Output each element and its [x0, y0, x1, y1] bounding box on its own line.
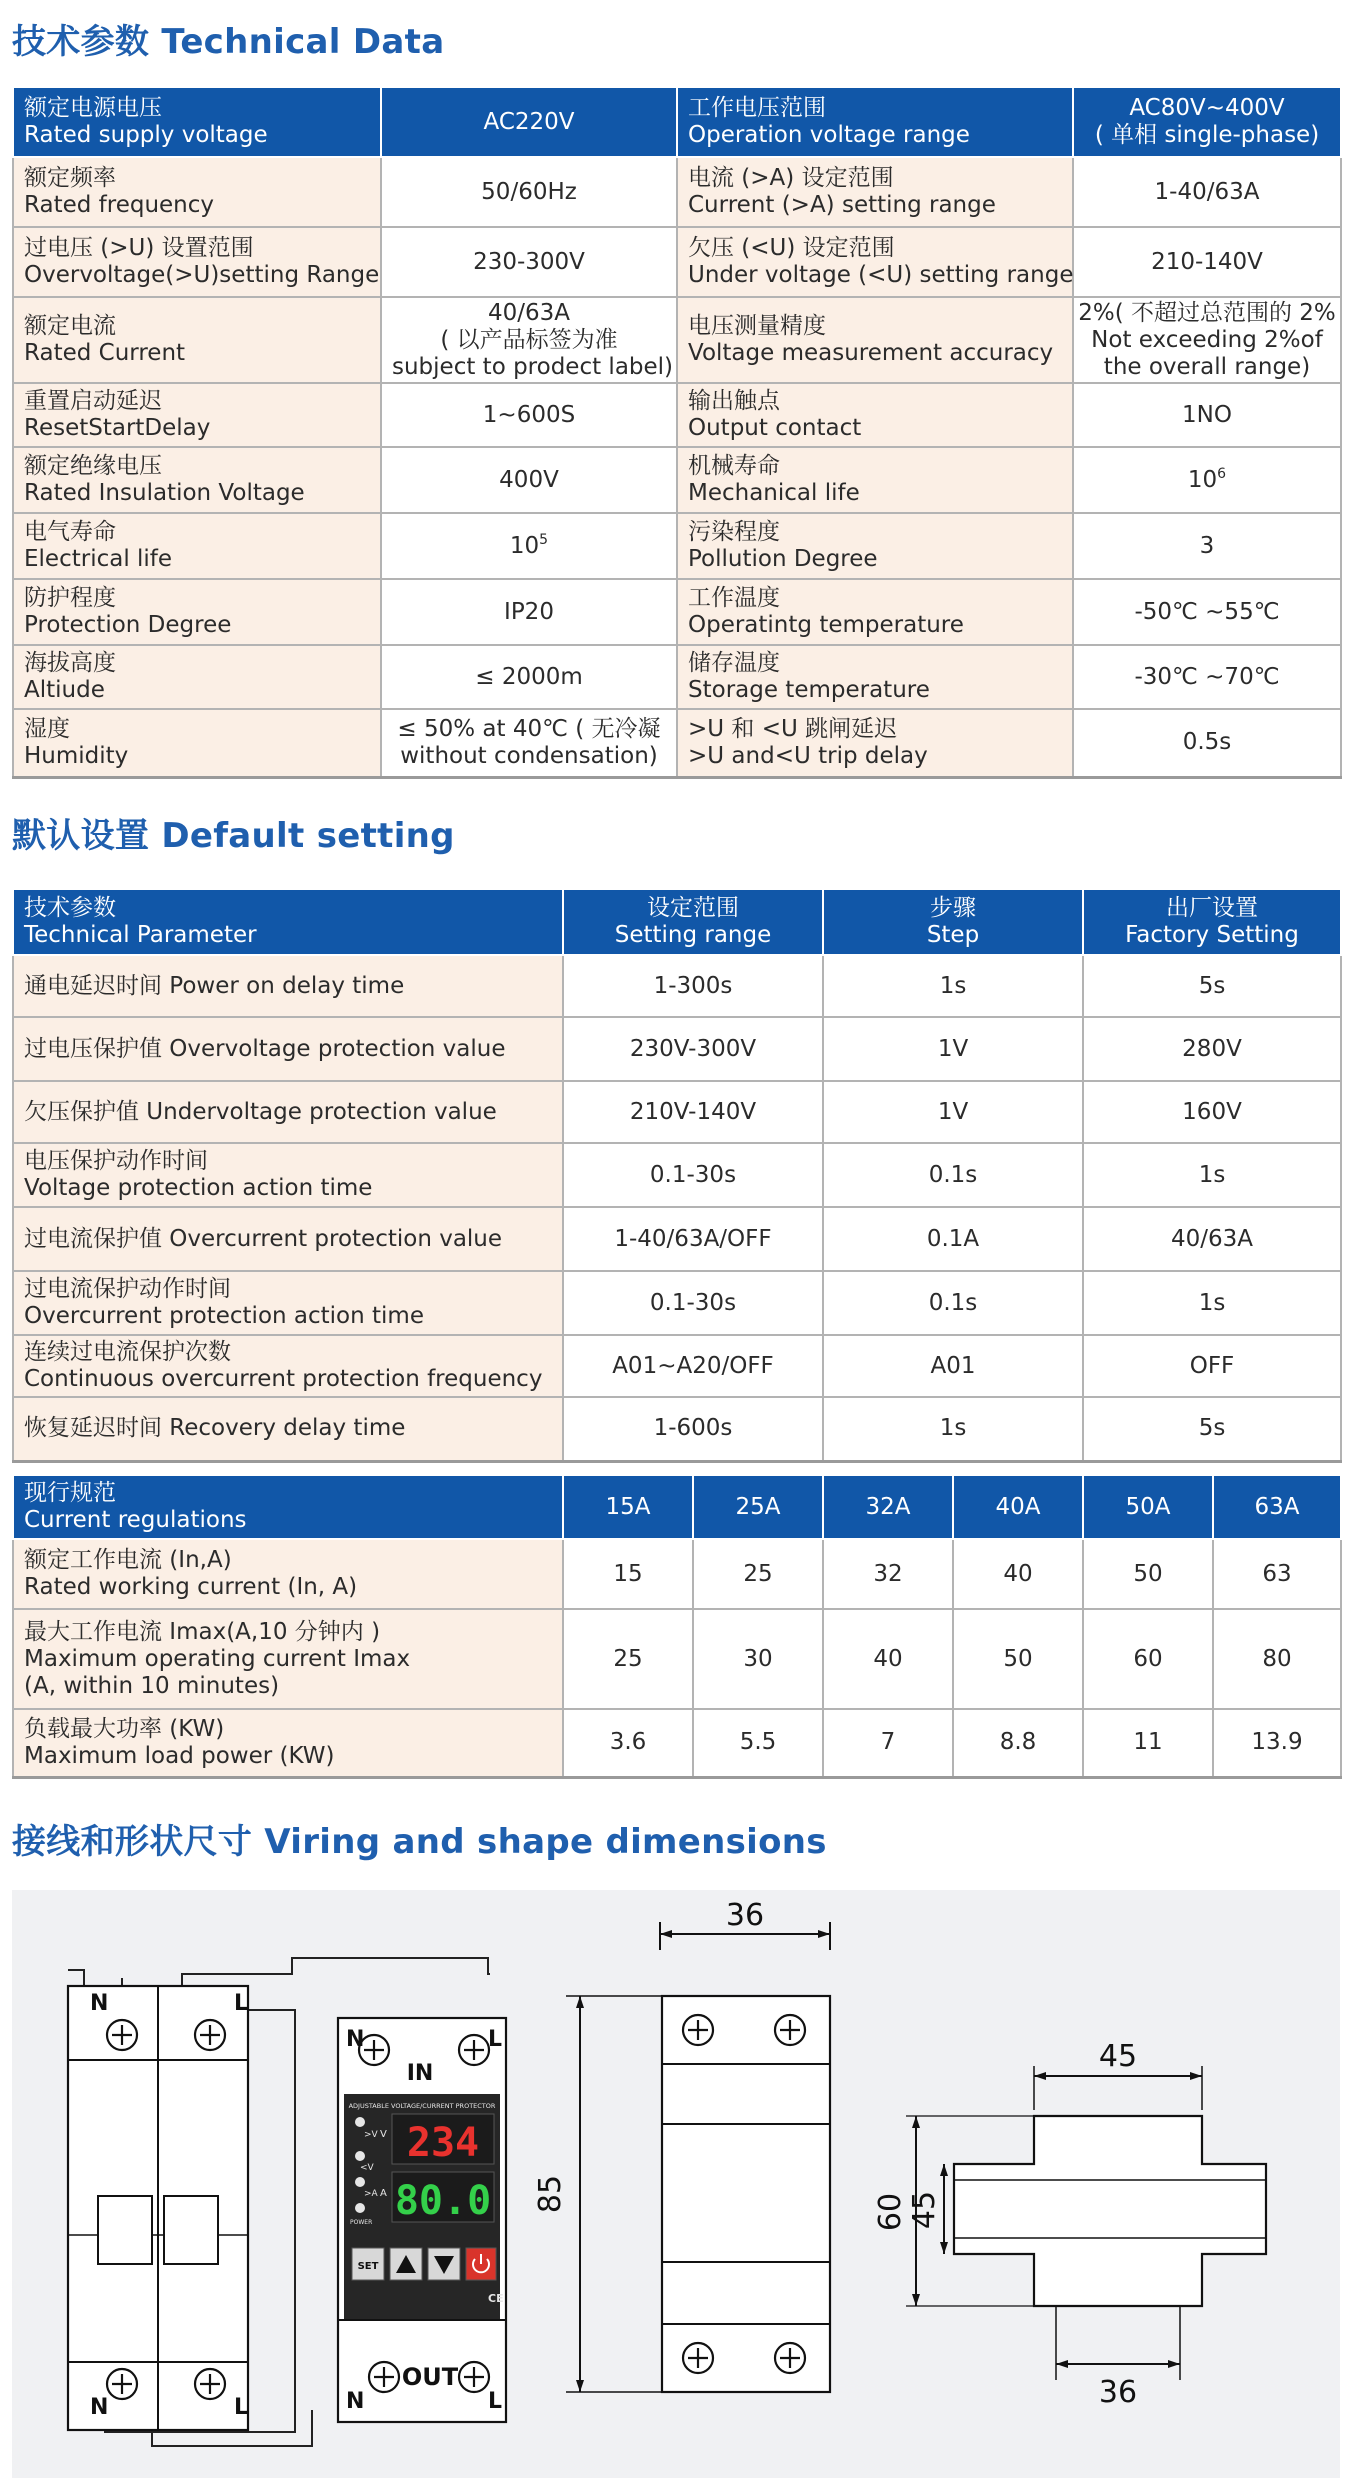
- header-label-cn: 步骤: [930, 895, 976, 921]
- value-line: without condensation): [400, 742, 658, 769]
- power-exponent: 6: [1217, 465, 1227, 482]
- table-row: [13, 1609, 1341, 1709]
- terminal-screw-icon: [775, 2015, 805, 2045]
- circuit-breaker: [68, 1986, 248, 2430]
- param-label-cn: 防护程度: [24, 585, 116, 611]
- header-label-cn: 额定电源电压: [24, 95, 162, 121]
- rating-header-cell: 63A: [1213, 1475, 1341, 1539]
- param-label-en: Maximum load power (KW): [24, 1742, 335, 1769]
- rating-value-cell: 3.6: [563, 1709, 693, 1777]
- param-label-cn: 连续过电流保护次数: [24, 1339, 231, 1365]
- rating-value-cell: 25: [693, 1539, 823, 1609]
- header-label-en: Technical Parameter: [24, 922, 257, 948]
- table-row: [13, 227, 1341, 297]
- terminal-screw-icon: [683, 2015, 713, 2045]
- param-label-cell: 过电流保护值 Overcurrent protection value: [13, 1207, 563, 1271]
- protector-device: [338, 2018, 506, 2422]
- table-row: [13, 383, 1341, 447]
- section-title-technical: 技术参数 Technical Data: [12, 22, 445, 62]
- param-label-cell: [13, 579, 381, 645]
- header-label-en: Step: [926, 922, 980, 948]
- factory-setting-cell: 1s: [1083, 1143, 1341, 1207]
- table-row: [13, 1271, 1341, 1335]
- rating-value-cell: 40: [823, 1609, 953, 1709]
- param-value-cell: ≤ 2000m: [381, 645, 677, 709]
- rating-value-cell: 7: [823, 1709, 953, 1777]
- breaker-n-bottom-label: N: [90, 2395, 109, 2420]
- param-value-cell: 400V: [381, 447, 677, 513]
- side-top-dimension: 45: [1098, 2039, 1138, 2074]
- side-base-dimension: 36: [1098, 2375, 1138, 2410]
- param-label-en: Overvoltage(>U)setting Range: [24, 262, 380, 288]
- param-label-en: Storage temperature: [688, 677, 930, 703]
- param-label-cn: >U 和 <U 跳闸延迟: [688, 715, 898, 742]
- param-label-en: Overcurrent protection action time: [24, 1303, 424, 1329]
- setting-range-cell: 1-300s: [563, 955, 823, 1017]
- factory-setting-cell: 160V: [1083, 1081, 1341, 1143]
- rating-value-cell: 5.5: [693, 1709, 823, 1777]
- factory-setting-cell: 5s: [1083, 955, 1341, 1017]
- param-label-cn: 湿度: [24, 715, 70, 742]
- header-label-cn: 技术参数: [24, 895, 116, 921]
- param-label-en: Under voltage (<U) setting range: [688, 262, 1074, 288]
- param-label-cell: [13, 1271, 563, 1335]
- rating-value-cell: 63: [1213, 1539, 1341, 1609]
- param-label-cell: [677, 383, 1073, 447]
- protector-n-top-label: N: [346, 2027, 365, 2052]
- param-label-cell: [677, 709, 1073, 777]
- param-label-en: Voltage measurement accuracy: [688, 340, 1054, 366]
- table-row: [13, 955, 1341, 1017]
- value-line: Not exceeding 2%of: [1091, 326, 1323, 353]
- value-line: subject to prodect label): [392, 353, 674, 380]
- step-cell: 0.1s: [823, 1271, 1083, 1335]
- table-row: [13, 1081, 1341, 1143]
- param-value-cell: 230-300V: [381, 227, 677, 297]
- header-label-cn: 工作电压范围: [688, 95, 826, 121]
- rating-value-cell: 15: [563, 1539, 693, 1609]
- param-label-cn: 输出触点: [688, 388, 780, 414]
- ov-indicator-label: >V: [364, 2130, 378, 2140]
- param-label-cell: [13, 1335, 563, 1397]
- param-label-cn: 负载最大功率 (KW): [24, 1715, 225, 1742]
- param-label-cn: 电流 (>A) 设定范围: [688, 165, 894, 191]
- param-label-en: Electrical life: [24, 546, 173, 572]
- param-value-cell: 1NO: [1073, 383, 1341, 447]
- step-cell: 0.1A: [823, 1207, 1083, 1271]
- setting-range-cell: 210V-140V: [563, 1081, 823, 1143]
- technical-data-table: [12, 86, 1342, 779]
- section-title-wiring: 接线和形状尺寸 Viring and shape dimensions: [12, 1822, 827, 1862]
- protector-l-top-label: L: [488, 2027, 503, 2052]
- param-label-cell: [677, 297, 1073, 383]
- section-title-default: 默认设置 Default setting: [12, 816, 455, 856]
- table-row: [13, 297, 1341, 383]
- table-row: [13, 1143, 1341, 1207]
- param-value-cell: -30℃ ~70℃: [1073, 645, 1341, 709]
- table-row: [13, 709, 1341, 777]
- param-value-cell: [1073, 447, 1341, 513]
- side-inner-height-dimension: 45: [907, 2190, 942, 2230]
- setting-range-cell: A01~A20/OFF: [563, 1335, 823, 1397]
- step-cell: A01: [823, 1335, 1083, 1397]
- factory-setting-cell: OFF: [1083, 1335, 1341, 1397]
- param-label-cn: 污染程度: [688, 519, 780, 545]
- setting-range-cell: 1-600s: [563, 1397, 823, 1461]
- param-label-cell: [677, 579, 1073, 645]
- side-outer-height-dimension: 60: [873, 2192, 908, 2232]
- param-label-cell: [13, 1709, 563, 1777]
- param-label-cell: [677, 513, 1073, 579]
- param-label-cn: 电压测量精度: [688, 313, 826, 339]
- param-label-cell: 欠压保护值 Undervoltage protection value: [13, 1081, 563, 1143]
- oc-indicator-led-icon: [355, 2177, 365, 2187]
- set-button-label: SET: [357, 2261, 379, 2272]
- param-label-en: Continuous overcurrent protection frequency: [24, 1366, 543, 1392]
- step-cell: 1s: [823, 955, 1083, 1017]
- oc-indicator-label: >A: [364, 2189, 378, 2199]
- rating-header-cell: 15A: [563, 1475, 693, 1539]
- front-width-dimension: 36: [725, 1898, 765, 1933]
- step-cell: 1s: [823, 1397, 1083, 1461]
- terminal-screw-icon: [459, 2362, 489, 2392]
- rating-value-cell: 80: [1213, 1609, 1341, 1709]
- param-label-en: Operatintg temperature: [688, 612, 964, 638]
- param-value-cell: [381, 709, 677, 777]
- factory-setting-cell: 40/63A: [1083, 1207, 1341, 1271]
- current-unit-label: A: [380, 2188, 387, 2199]
- param-label-en: Protection Degree: [24, 612, 232, 638]
- param-value-cell: -50℃ ~55℃: [1073, 579, 1341, 645]
- param-label-cn: 额定工作电流 (In,A): [24, 1547, 232, 1573]
- param-label-cell: [13, 1539, 563, 1609]
- param-label-en: Rated Insulation Voltage: [24, 480, 305, 506]
- table-header-row: [13, 87, 1341, 157]
- rating-value-cell: 25: [563, 1609, 693, 1709]
- param-value-cell: [381, 513, 677, 579]
- param-label-cn: 欠压 (<U) 设定范围: [688, 235, 895, 261]
- param-label-cell: [677, 227, 1073, 297]
- table-row: [13, 645, 1341, 709]
- param-label-cn: 过电流保护动作时间: [24, 1276, 231, 1302]
- param-label-en: Humidity: [24, 742, 129, 769]
- param-label-cn: 海拔高度: [24, 650, 116, 676]
- header-cell: [563, 889, 823, 955]
- uv-indicator-led-icon: [355, 2151, 365, 2161]
- header-value-line: AC80V~400V: [1129, 95, 1285, 121]
- param-label-cell: [13, 227, 381, 297]
- terminal-screw-icon: [107, 2020, 137, 2050]
- param-value-cell: 50/60Hz: [381, 157, 677, 227]
- factory-setting-cell: 5s: [1083, 1397, 1341, 1461]
- protector-product-name: ADJUSTABLE VOLTAGE/CURRENT PROTECTOR: [348, 2102, 496, 2110]
- param-label-cell: 过电压保护值 Overvoltage protection value: [13, 1017, 563, 1081]
- rating-header-cell: 50A: [1083, 1475, 1213, 1539]
- header-label-en: Rated supply voltage: [24, 122, 268, 148]
- rating-value-cell: 32: [823, 1539, 953, 1609]
- header-cell: [677, 87, 1073, 157]
- header-label-en: Current regulations: [24, 1507, 247, 1533]
- param-label-cn: 最大工作电流 Imax(A,10 分钟内 ): [24, 1618, 381, 1645]
- breaker-l-top-label: L: [234, 1991, 249, 2016]
- header-cell: [13, 1475, 563, 1539]
- current-regulations-table: [12, 1474, 1342, 1779]
- param-value-cell: IP20: [381, 579, 677, 645]
- param-label-cell: [13, 645, 381, 709]
- param-label-en: Pollution Degree: [688, 546, 878, 572]
- header-label-cn: 出厂设置: [1166, 895, 1258, 921]
- param-label-en: Altiude: [24, 677, 105, 703]
- power-button[interactable]: [466, 2248, 496, 2280]
- param-label-cn: 电气寿命: [24, 519, 116, 545]
- header-cell: [1083, 889, 1341, 955]
- setting-range-cell: 0.1-30s: [563, 1143, 823, 1207]
- protector-n-bottom-label: N: [346, 2389, 365, 2414]
- param-label-en: (A, within 10 minutes): [24, 1672, 280, 1699]
- param-label-en: ResetStartDelay: [24, 415, 211, 441]
- param-value-cell: 210-140V: [1073, 227, 1341, 297]
- header-cell: [13, 889, 563, 955]
- protector-l-bottom-label: L: [488, 2389, 503, 2414]
- table-row: [13, 447, 1341, 513]
- param-label-cell: [13, 157, 381, 227]
- power-exponent: 5: [539, 531, 549, 548]
- rating-value-cell: 60: [1083, 1609, 1213, 1709]
- param-label-en: Rated working current (In, A): [24, 1574, 358, 1600]
- header-label-cn: 设定范围: [647, 895, 739, 921]
- param-label-cell: [13, 1609, 563, 1709]
- rating-header-cell: 25A: [693, 1475, 823, 1539]
- step-cell: 1V: [823, 1081, 1083, 1143]
- header-cell: [823, 889, 1083, 955]
- param-label-cn: 机械寿命: [688, 453, 780, 479]
- table-row: [13, 1335, 1341, 1397]
- up-button[interactable]: [390, 2248, 422, 2280]
- param-label-cell: [13, 447, 381, 513]
- front-dimension-view: [533, 1898, 830, 2392]
- header-cell: [1073, 87, 1341, 157]
- param-label-en: Current (>A) setting range: [688, 192, 996, 218]
- power-base: 10: [1187, 466, 1218, 493]
- param-label-en: Mechanical life: [688, 480, 860, 506]
- breaker-n-top-label: N: [90, 1991, 109, 2016]
- default-setting-table: [12, 888, 1342, 1463]
- param-value-cell: 1~600S: [381, 383, 677, 447]
- param-label-en: Voltage protection action time: [24, 1175, 373, 1201]
- param-label-cn: 额定频率: [24, 165, 116, 191]
- param-label-en: Output contact: [688, 415, 862, 441]
- param-label-cell: [13, 513, 381, 579]
- table-row: [13, 1207, 1341, 1271]
- table-row: [13, 157, 1341, 227]
- protector-in-label: IN: [406, 2061, 434, 2086]
- param-label-cell: [677, 447, 1073, 513]
- value-line: ≤ 50% at 40℃ ( 无冷凝: [397, 715, 661, 742]
- value-line: the overall range): [1103, 353, 1311, 380]
- rating-value-cell: 30: [693, 1609, 823, 1709]
- param-value-cell: [381, 297, 677, 383]
- value-line: ( 以产品标签为准: [440, 326, 618, 353]
- param-label-cn: 额定电流: [24, 313, 116, 339]
- table-row: [13, 579, 1341, 645]
- param-label-cn: 电压保护动作时间: [24, 1148, 208, 1174]
- rating-value-cell: 40: [953, 1539, 1083, 1609]
- header-label-en: Factory Setting: [1125, 922, 1299, 948]
- rating-value-cell: 13.9: [1213, 1709, 1341, 1777]
- param-value-cell: 0.5s: [1073, 709, 1341, 777]
- param-label-cell: [13, 1143, 563, 1207]
- param-label-cn: 重置启动延迟: [24, 388, 162, 414]
- wiring-diagram-panel: [12, 1890, 1340, 2478]
- param-label-cell: [13, 709, 381, 777]
- set-button[interactable]: [352, 2248, 384, 2280]
- step-cell: 1V: [823, 1017, 1083, 1081]
- param-value-cell: 3: [1073, 513, 1341, 579]
- param-label-cell: [677, 157, 1073, 227]
- value-line: 40/63A: [487, 299, 571, 326]
- factory-setting-cell: 1s: [1083, 1271, 1341, 1335]
- rating-value-cell: 8.8: [953, 1709, 1083, 1777]
- param-label-cn: 额定绝缘电压: [24, 453, 162, 479]
- terminal-screw-icon: [775, 2343, 805, 2373]
- header-cell: AC220V: [381, 87, 677, 157]
- setting-range-cell: 1-40/63A/OFF: [563, 1207, 823, 1271]
- param-label-en: Rated frequency: [24, 192, 215, 218]
- param-value-cell: [1073, 297, 1341, 383]
- param-value-cell: 1-40/63A: [1073, 157, 1341, 227]
- rating-header-cell: 40A: [953, 1475, 1083, 1539]
- table-row: [13, 1397, 1341, 1461]
- header-label-en: Operation voltage range: [688, 122, 970, 148]
- param-label-en: Rated Current: [24, 340, 186, 366]
- param-label-cell: 通电延迟时间 Power on delay time: [13, 955, 563, 1017]
- param-label-cn: 储存温度: [688, 650, 780, 676]
- ce-mark: CE: [488, 2292, 504, 2305]
- protector-out-label: OUT: [401, 2363, 459, 2391]
- param-label-cell: 恢复延迟时间 Recovery delay time: [13, 1397, 563, 1461]
- voltage-unit-label: V: [380, 2129, 387, 2140]
- table-header-row: [13, 889, 1341, 955]
- table-row: [13, 513, 1341, 579]
- header-value-line: ( 单相 single-phase): [1094, 122, 1320, 148]
- rating-header-cell: 32A: [823, 1475, 953, 1539]
- terminal-screw-icon: [369, 2362, 399, 2392]
- step-cell: 0.1s: [823, 1143, 1083, 1207]
- ov-indicator-led-icon: [355, 2117, 365, 2127]
- param-label-cn: 过电压 (>U) 设置范围: [24, 235, 254, 261]
- table-row: [13, 1539, 1341, 1609]
- param-label-en: >U and<U trip delay: [688, 742, 928, 769]
- breaker-l-bottom-label: L: [234, 2395, 249, 2420]
- terminal-screw-icon: [107, 2369, 137, 2399]
- header-label-cn: 现行规范: [24, 1480, 116, 1506]
- table-header-row: [13, 1475, 1341, 1539]
- header-label-en: Setting range: [614, 922, 772, 948]
- param-label-cn: 工作温度: [688, 585, 780, 611]
- uv-indicator-label: <V: [360, 2163, 374, 2173]
- value-line: 2%( 不超过总范围的 2%: [1078, 299, 1336, 326]
- param-label-cell: [13, 297, 381, 383]
- setting-range-cell: 0.1-30s: [563, 1271, 823, 1335]
- terminal-screw-icon: [683, 2343, 713, 2373]
- wiring-diagram-svg: [12, 1890, 1340, 2478]
- header-cell: [13, 87, 381, 157]
- terminal-screw-icon: [195, 2020, 225, 2050]
- current-display-readout: 80.0: [394, 2178, 492, 2224]
- param-label-cell: [13, 383, 381, 447]
- front-height-dimension: 85: [533, 2174, 568, 2214]
- rating-value-cell: 50: [1083, 1539, 1213, 1609]
- param-label-cell: [677, 645, 1073, 709]
- power-base: 10: [509, 532, 540, 559]
- voltage-display-readout: 234: [406, 2120, 480, 2166]
- param-label-en: Maximum operating current Imax: [24, 1645, 411, 1672]
- power-indicator-label: POWER: [350, 2219, 373, 2226]
- down-button[interactable]: [428, 2248, 460, 2280]
- table-row: [13, 1017, 1341, 1081]
- rating-value-cell: 11: [1083, 1709, 1213, 1777]
- rating-value-cell: 50: [953, 1609, 1083, 1709]
- table-row: [13, 1709, 1341, 1777]
- terminal-screw-icon: [195, 2369, 225, 2399]
- terminal-screw-icon: [459, 2035, 489, 2065]
- power-indicator-led-icon: [355, 2203, 365, 2213]
- factory-setting-cell: 280V: [1083, 1017, 1341, 1081]
- side-dimension-view: [873, 2039, 1266, 2410]
- setting-range-cell: 230V-300V: [563, 1017, 823, 1081]
